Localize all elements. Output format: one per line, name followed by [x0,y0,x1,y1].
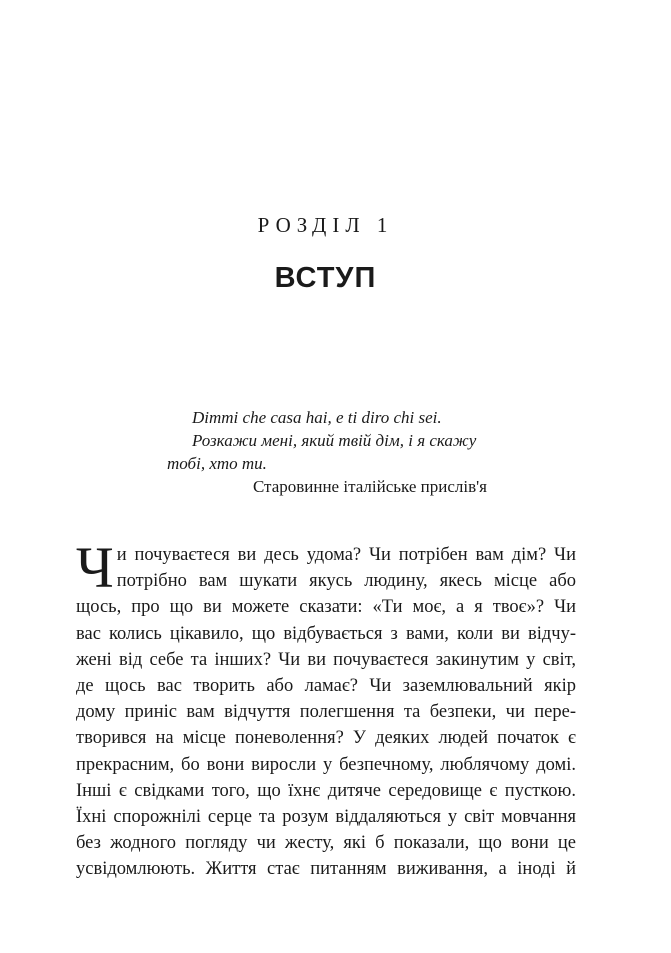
drop-cap-letter: Ч [76,535,114,600]
epigraph-attribution: Старовинне італійське прислів'я [252,477,487,496]
body-line-7: дому приніс вам відчуття полегшення та безпеки, чи пере- [76,702,576,723]
body-line-13: усвідомлюють. Життя стає питанням виживання, а іноді й [76,859,576,880]
body-line-11: Їхні спорожнілі серце та розум віддаляються у світ мовчання [76,807,576,828]
body-line-12: без жодного погляду чи жесту, які б показали, що вони це [76,833,576,854]
epigraph-line-italian: Dimmi che casa hai, e ti diro chi sei. [192,408,442,427]
body-line-10: Інші є свідками того, що їхнє дитяче середовище є пусткою. [76,780,576,801]
body-paragraph [76,535,576,883]
body-line-6: де щось вас творить або ламає? Чи заземлювальний якір [76,676,576,697]
body-line-9: прекрасним, бо вони виросли у безпечному, люблячому домі. [76,754,576,775]
body-line-4: вас колись цікавило, що відбувається з вами, коли ви відчу- [76,623,576,644]
epigraph-line-translation-1: Розкажи мені, який твій дім, і я скажу [192,431,477,450]
chapter-number: РОЗДІЛ 1 [257,213,394,237]
chapter-title: ВСТУП [274,262,377,294]
body-line-8: творився на місце поневолення? У деяких людей початок є [76,728,576,749]
body-line-1: и почуваєтеся ви десь удома? Чи потрібен вам дім? Чи [116,545,576,565]
body-line-3: щось, про що ви можете сказати: «Ти моє, а я твоє»? Чи [76,597,576,618]
epigraph-line-translation-2: тобі, хто ти. [167,454,267,473]
body-line-2: потрібно вам шукати якусь людину, якесь місце або [116,571,576,592]
body-line-5: жені від себе та інших? Чи ви почуваєтеся закинутим у світ, [76,649,576,670]
dropcap-block [76,535,576,600]
epigraph [167,406,487,498]
